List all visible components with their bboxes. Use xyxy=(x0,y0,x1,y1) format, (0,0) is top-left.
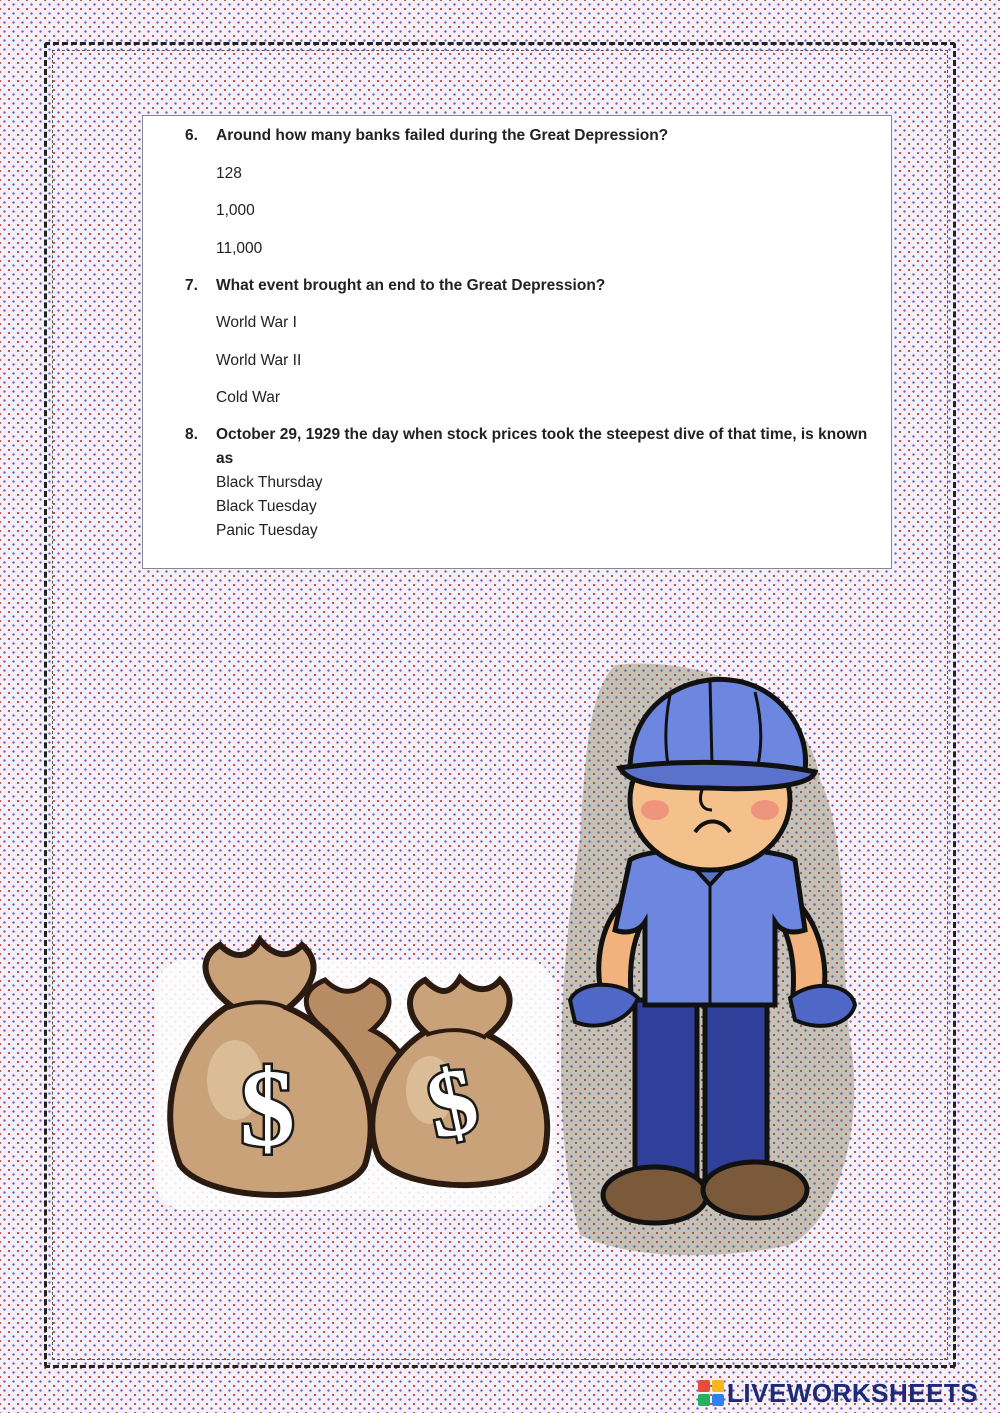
answer-option[interactable]: Cold War xyxy=(216,389,281,406)
question-text: 8. October 29, 1929 the day when stock prices took the steepest dive of that time, is known as xyxy=(185,423,871,471)
answer-option[interactable]: 11,000 xyxy=(216,239,263,257)
question-7 xyxy=(185,274,871,411)
illustration xyxy=(150,660,870,1260)
answer-option[interactable]: Black Tuesday xyxy=(216,498,317,515)
question-6 xyxy=(185,124,871,261)
answer-option[interactable]: World War I xyxy=(216,314,297,331)
logo-square-blue xyxy=(712,1394,724,1406)
question-number: 8. xyxy=(185,426,198,443)
logo-square-green xyxy=(698,1394,710,1406)
answer-option[interactable]: Black Thursday xyxy=(216,474,323,491)
logo-square-yellow xyxy=(712,1380,724,1392)
dollar-sign-left: $ xyxy=(240,1047,295,1169)
answer-option[interactable]: 1,000 xyxy=(216,202,255,219)
money-bags-icon xyxy=(155,940,555,1210)
sad-boy-icon xyxy=(561,664,855,1256)
quiz-box xyxy=(142,115,892,569)
question-8 xyxy=(185,423,871,543)
liveworksheets-logo-icon xyxy=(698,1380,724,1406)
liveworksheets-brand xyxy=(698,1378,978,1408)
brand-name: LIVEWORKSHEETS xyxy=(727,1377,979,1408)
question-text: 7. What event brought an end to the Great Depression? xyxy=(185,274,871,298)
question-number: 6. xyxy=(185,127,198,144)
question-text: 6. Around how many banks failed during the Great Depression? xyxy=(185,124,871,148)
question-number: 7. xyxy=(185,276,198,294)
answer-option[interactable]: World War II xyxy=(216,351,302,369)
answer-option[interactable]: 128 xyxy=(216,164,242,182)
answer-option[interactable]: Panic Tuesday xyxy=(216,522,318,539)
logo-square-red xyxy=(698,1380,710,1392)
dollar-sign-right: $ xyxy=(418,1045,487,1160)
